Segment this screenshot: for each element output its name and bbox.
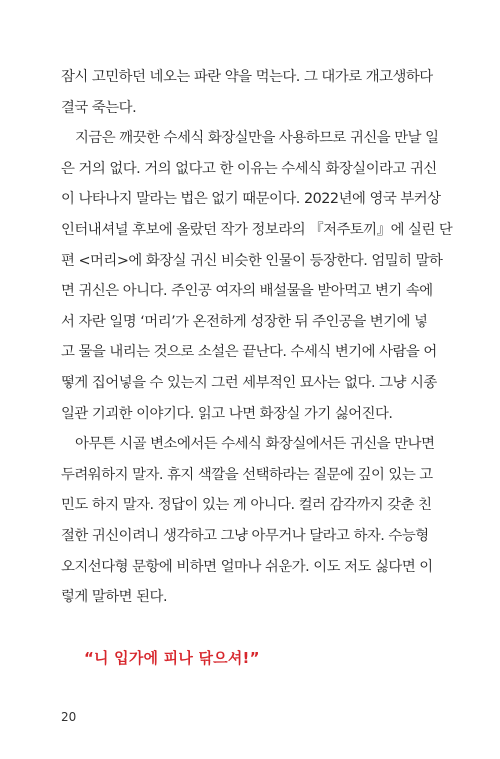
text-line: 민도 하지 말자. 정답이 있는 게 아니다. 컬러 감각까지 갖춘 친: [61, 497, 432, 514]
text-line: 오지선다형 문항에 비하면 얼마나 쉬운가. 이도 저도 싫다면 이: [61, 558, 433, 575]
text-line: 은 거의 없다. 거의 없다고 한 이유는 수세식 화장실이라고 귀신: [61, 160, 437, 177]
page-number: 20: [61, 710, 77, 724]
text-line: 지금은 깨끗한 수세식 화장실만을 사용하므로 귀신을 만날 일: [75, 130, 439, 147]
text-line: 두려워하지 말자. 휴지 색깔을 선택하라는 질문에 깊이 있는 고: [61, 466, 433, 483]
highlighted-quote: “니 입가에 피나 닦으셔!”: [84, 649, 260, 667]
text-line: 렇게 말하면 된다.: [61, 589, 168, 606]
text-line: 면 귀신은 아니다. 주인공 여자의 배설물을 받아먹고 변기 속에: [61, 283, 433, 300]
text-line: 결국 죽는다.: [61, 99, 137, 116]
body-text: [61, 62, 453, 613]
text-line: 일관 기괴한 이야기다. 읽고 나면 화장실 가기 싫어진다.: [61, 405, 393, 422]
text-line: 아무튼 시골 변소에서든 수세식 화장실에서든 귀신을 만나면: [75, 436, 435, 453]
text-line: 떻게 집어넣을 수 있는지 그런 세부적인 묘사는 없다. 그냥 시종: [61, 374, 437, 391]
text-line: 절한 귀신이려니 생각하고 그냥 아무거나 달라고 하자. 수능형: [61, 527, 429, 544]
paragraph: [61, 123, 453, 429]
text-line: 편 <머리>에 화장실 귀신 비슷한 인물이 등장한다. 엄밀히 말하: [61, 252, 443, 269]
text-line: 서 자란 일명 ‘머리’가 온전하게 성장한 뒤 주인공을 변기에 넣: [61, 313, 428, 330]
paragraph: [61, 429, 443, 613]
text-line: 고 물을 내리는 것으로 소설은 끝난다. 수세식 변기에 사람을 어: [61, 344, 437, 361]
text-line: 인터내셔널 후보에 올랐던 작가 정보라의 『저주토끼』에 실린 단: [61, 221, 453, 238]
text-line: 이 나타나지 말라는 법은 없기 때문이다. 2022년에 영국 부커상: [61, 191, 441, 208]
text-line: 잠시 고민하던 네오는 파란 약을 먹는다. 그 대가로 개고생하다: [61, 69, 433, 85]
paragraph: [61, 62, 443, 123]
